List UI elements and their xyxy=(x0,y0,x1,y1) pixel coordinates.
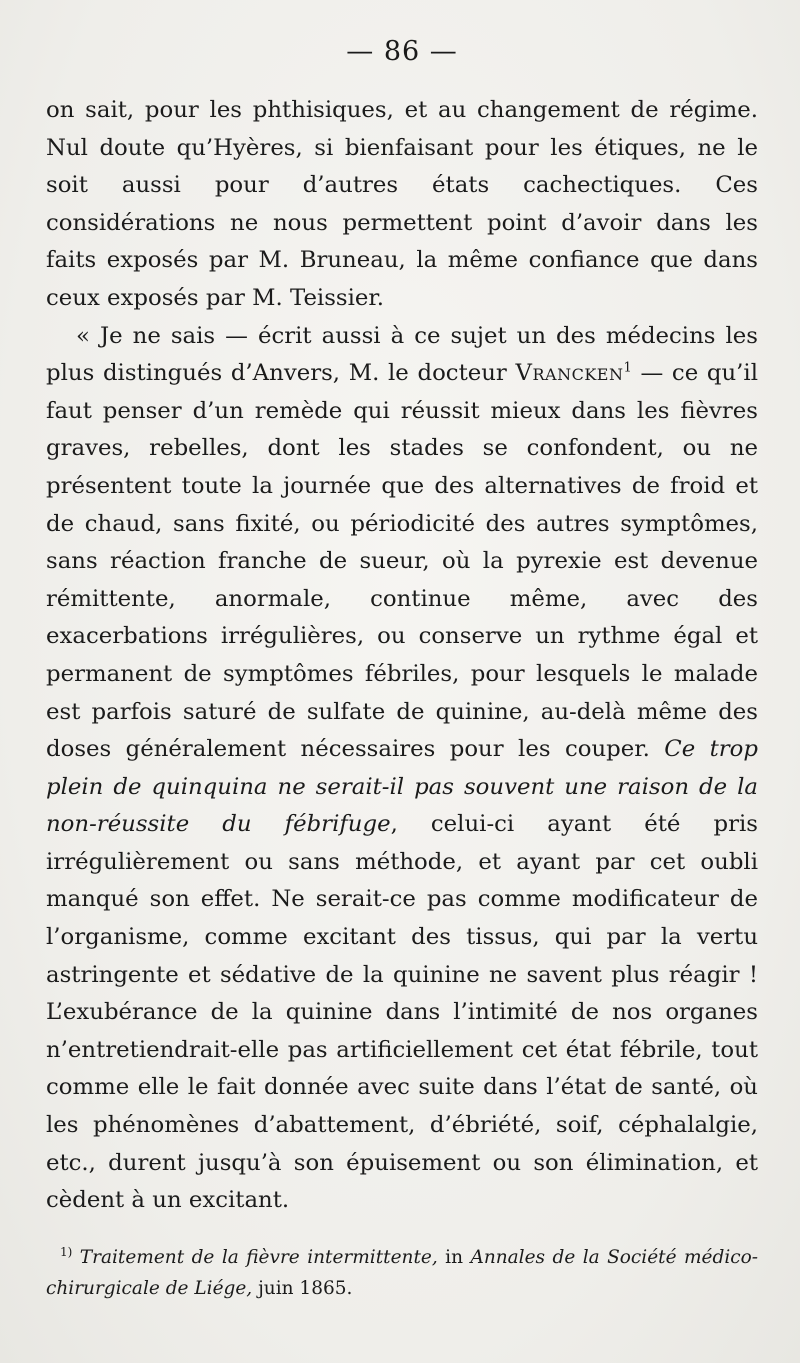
paragraph-2-part-3: , celui-ci ayant été pris irrégulièrement ou sans méthode, et ayant par cet oubli manqué son effet. Ne serait-ce pas comme modificateur de l’organisme, comme excitant des tissus, qui par la vertu astringente et sédative de la quinine ne savent plus réagir ! L’exubérance de la quinine dans l’intimité de nos organes n’entretiendrait-elle pas artificiellement cet état fébrile, tout comme elle le fait donnée avec suite dans l’état de santé, où les phénomènes d’abattement, d’ébriété, soif, céphalalgie, etc., durent jusqu’à son épuisement ou son élimination, et cèdent à un excitant. xyxy=(46,811,758,1214)
footnote-in: in xyxy=(437,1246,471,1268)
body-text xyxy=(46,92,758,1220)
footnote-title: Traitement de la fièvre intermittente, xyxy=(79,1246,438,1268)
footnote-reference: 1 xyxy=(623,360,632,376)
footnote xyxy=(46,1242,758,1304)
paragraph-2-part-1: « Je ne sais — écrit aussi à ce sujet un des médecins les plus distingués d’Anvers, M. le docteur xyxy=(46,322,758,387)
paragraph-2 xyxy=(46,318,758,1220)
paragraph-1: on sait, pour les phthisiques, et au changement de régime. Nul doute qu’Hyères, si bienfaisant pour les étiques, ne le soit aussi pour d’autres états cachectiques. Ces considérations ne nous permettent point d’avoir dans les faits exposés par M. Bruneau, la même confiance que dans ceux exposés par M. Teissier. xyxy=(46,97,758,311)
footnote-date: juin 1865. xyxy=(252,1277,353,1299)
paragraph-2-part-2: — ce qu’il faut penser d’un remède qui réussit mieux dans les fièvres graves, rebelles, dont les stades se confondent, ou ne présentent toute la journée que des alternatives de froid et de chaud, sans fixité, ou périodicité des autres symptômes, sans réaction franche de sueur, où la pyrexie est devenue rémittente, anormale, continue même, avec des exacerbations irrégulières, ou conserve un rythme égal et permanent de symptômes fébriles, pour lesquels le malade est parfois saturé de sulfate de quinine, au-delà même des doses généralement nécessaires pour les couper. xyxy=(46,360,758,763)
footnote-journal: Annales de la Société médico-chirurgicale de Liége, xyxy=(46,1246,758,1299)
author-name: Vrancken xyxy=(515,360,624,387)
italic-quote: Ce trop plein de quinquina ne serait-il pas souvent une raison de la non-réussite du fébrifuge xyxy=(46,736,758,838)
footnote-marker: 1) xyxy=(60,1244,73,1259)
page-number: — 86 — xyxy=(346,36,458,67)
